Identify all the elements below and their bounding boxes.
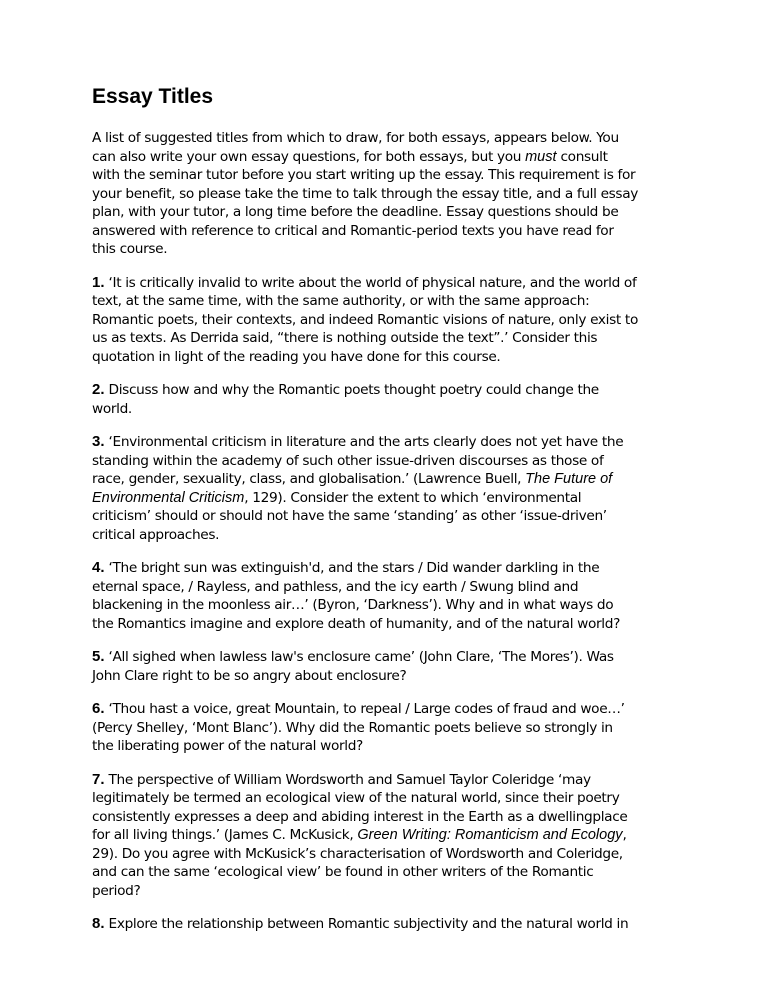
question-number: 8. <box>92 915 105 932</box>
question-number: 3. <box>92 433 105 450</box>
question-text-end: , 129). Consider the extent to which ‘environmental criticism’ should or should not have the same ‘standing’ as other ‘issue-driven’ critical approaches. <box>92 489 607 543</box>
question-text: ‘It is critically invalid to write about the world of physical nature, and the world of text, at the same time, with the same authority, or with the same approach: Romantic poets, their contexts, and indeed Romantic visions of nature, only exist to us as texts. As Derrida said, “there is nothing outside the text”.’ Consider this quotation in light of the reading you have done for this course. <box>92 274 638 365</box>
question-5 <box>92 648 638 685</box>
question-2 <box>92 381 638 418</box>
question-text: ‘The bright sun was extinguish'd, and the stars / Did wander darkling in the eternal space, / Rayless, and pathless, and the icy earth / Swung blind and blackening in the moonless air…’ (Byron, ‘Darkness’). Why and in what ways do the Romantics imagine and explore death of humanity, and of the natural world? <box>92 560 620 632</box>
question-6 <box>92 700 638 756</box>
question-8 <box>92 915 638 934</box>
question-number: 5. <box>92 648 105 665</box>
question-text: ‘All sighed when lawless law's enclosure came’ (John Clare, ‘The Mores’). Was John Clare right to be so angry about enclosure? <box>92 649 614 684</box>
intro-text-end: consult with the seminar tutor before you start writing up the essay. This requirement is for your benefit, so please take the time to talk through the essay title, and a full essay plan, with your tutor, a long time before the deadline. Essay questions should be answered with reference to critical and Romantic-period texts you have read for this course. <box>92 148 639 257</box>
question-text-end: , 29). Do you agree with McKusick’s characterisation of Wordsworth and Coleridge, and can the same ‘ecological view’ be found in other writers of the Romantic period? <box>92 827 627 899</box>
question-text: Explore the relationship between Romantic subjectivity and the natural world in <box>104 916 629 932</box>
page-title: Essay Titles <box>92 85 214 108</box>
question-7 <box>92 771 638 901</box>
question-number: 6. <box>92 700 105 717</box>
intro-text-start: A list of suggested titles from which to draw, for both essays, appears below. You can also write your own essay questions, for both essays, but you <box>92 130 619 165</box>
intro-paragraph <box>92 129 638 259</box>
question-text: ‘Thou hast a voice, great Mountain, to repeal / Large codes of fraud and woe…’ (Percy Shelley, ‘Mont Blanc’). Why did the Romantic poets believe so strongly in the liberating power of the natural world? <box>92 701 625 754</box>
question-3 <box>92 433 638 544</box>
question-4 <box>92 559 638 633</box>
question-text: ‘Environmental criticism in literature and the arts clearly does not yet have the standing within the academy of such other issue-driven discourses as those of race, gender, sexuality, class, and globalisation.’ (Lawrence Buell, <box>92 434 624 487</box>
question-number: 7. <box>92 770 105 788</box>
question-text: The perspective of William Wordsworth and Samuel Taylor Coleridge ‘may legitimately be termed an ecological view of the natural world, since their poetry consistently expresses a deep and abiding interest in the Earth as a dwellingplace for all living things.’ (James C. McKusick, <box>92 771 628 843</box>
book-title: Green Writing: Romanticism and Ecology <box>357 827 623 843</box>
question-number: 2. <box>92 381 105 398</box>
question-1 <box>92 274 638 367</box>
book-title: The Future of Environmental Criticism <box>92 471 613 506</box>
question-number: 1. <box>92 273 105 291</box>
intro-emphasis: must <box>525 148 557 165</box>
question-number: 4. <box>92 559 105 576</box>
question-text: Discuss how and why the Romantic poets thought poetry could change the world. <box>92 382 599 417</box>
